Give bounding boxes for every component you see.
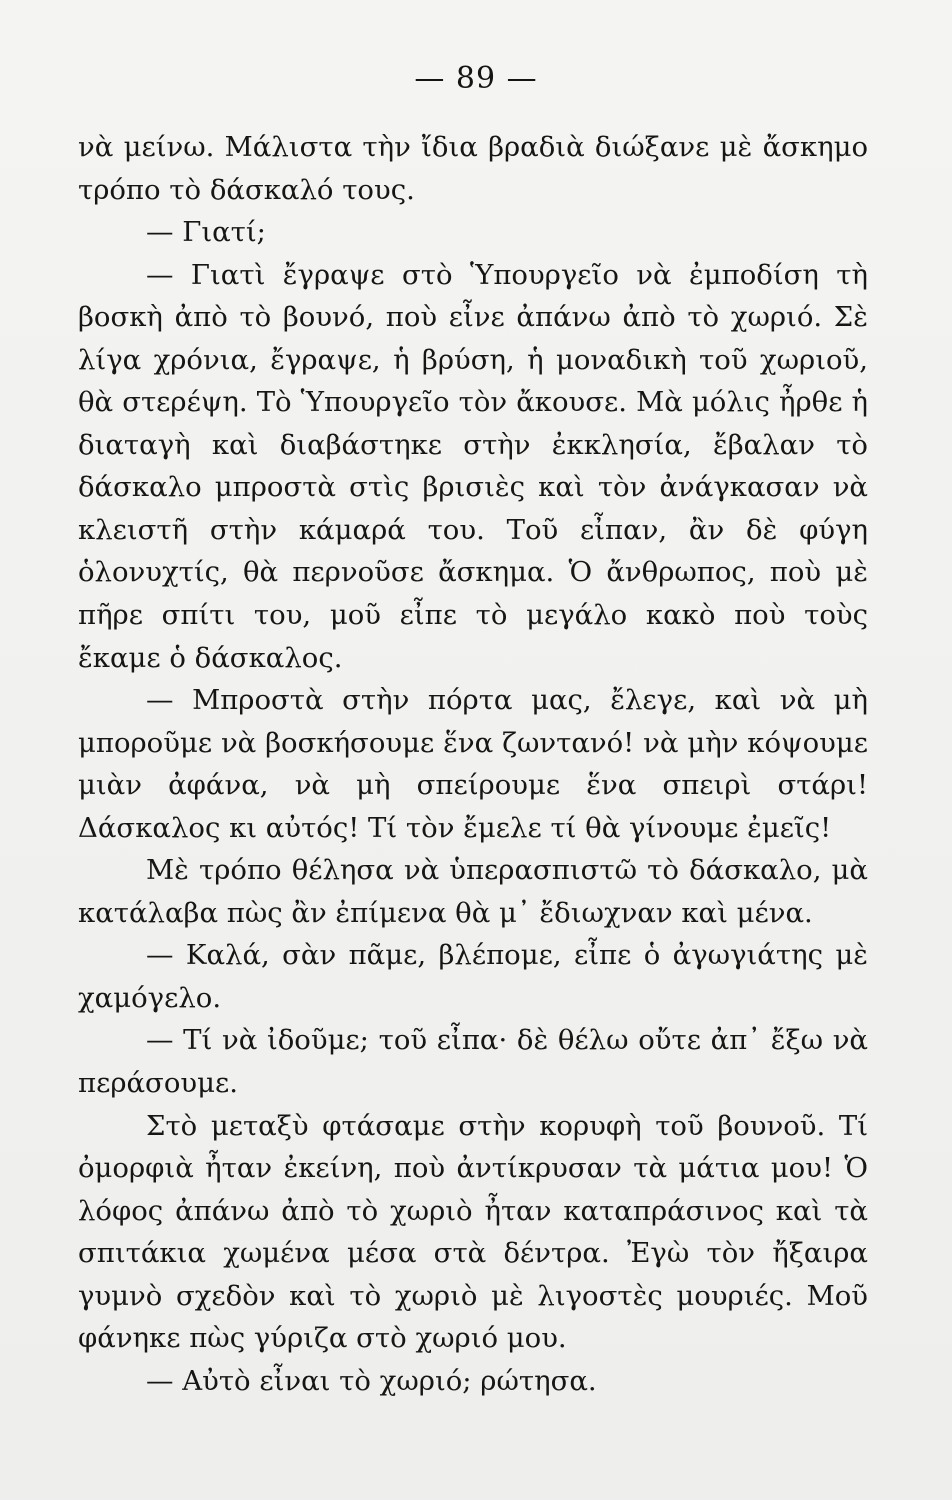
paragraph-continuation: νὰ μείνω. Μάλιστα τὴν ἴδια βραδιὰ διώξανε μὲ ἄσκημο τρόπο τὸ δάσκαλό τους. <box>78 131 868 206</box>
paragraph-dialogue: — Καλά, σὰν πᾶμε, βλέπομε, εἶπε ὁ ἀγωγιάτης μὲ χαμόγελο. <box>78 939 868 1014</box>
body-text <box>78 126 868 1402</box>
paragraph-dialogue: — Γιατὶ ἔγραψε στὸ Ὑπουργεῖο νὰ ἐμποδίση τὴ βοσκὴ ἀπὸ τὸ βουνό, ποὺ εἶνε ἀπάνω ἀπὸ τὸ χωριό. Σὲ λίγα χρόνια, ἔγραψε, ἡ βρύση, ἡ μοναδικὴ τοῦ χωριοῦ, θὰ στερέψη. Τὸ Ὑπουργεῖο τὸν ἄκουσε. Μὰ μόλις ἦρθε ἡ διαταγὴ καὶ διαβάστηκε στὴν ἐκκλησία, ἔβαλαν τὸ δάσκαλο μπροστὰ στὶς βρισιὲς καὶ τὸν ἀνάγκασαν νὰ κλειστῆ στὴν κάμαρά του. Τοῦ εἶπαν, ἂν δὲ φύγη ὁλονυχτίς, θὰ περνοῦσε ἄσκημα. Ὁ ἄνθρωπος, ποὺ μὲ πῆρε σπίτι του, μοῦ εἶπε τὸ μεγάλο κακὸ ποὺ τοὺς ἔκαμε ὁ δάσκαλος. <box>78 258 868 674</box>
paragraph-dialogue: — Μπροστὰ στὴν πόρτα μας, ἔλεγε, καὶ νὰ μὴ μποροῦμε νὰ βοσκήσουμε ἕνα ζωντανό! νὰ μὴν κόψουμε μιὰν ἀφάνα, νὰ μὴ σπείρουμε ἕνα σπειρὶ στάρι! Δάσκαλος κι αὐτός! Τί τὸν ἔμελε τί θὰ γίνουμε ἐμεῖς! <box>78 684 868 844</box>
paragraph-dialogue: — Αὐτὸ εἶναι τὸ χωριό; ρώτησα. <box>146 1364 597 1397</box>
page-number: — 89 — <box>414 61 538 96</box>
paragraph-dialogue: — Γιατί; <box>146 216 266 249</box>
paragraph-dialogue: — Τί νὰ ἰδοῦμε; τοῦ εἶπα· δὲ θέλω οὔτε ἀπ᾽ ἔξω νὰ περάσουμε. <box>78 1024 868 1100</box>
paragraph: Μὲ τρόπο θέλησα νὰ ὑπερασπιστῶ τὸ δάσκαλο, μὰ κατάλαβα πὼς ἂν ἐπίμενα θὰ μ᾽ ἔδιωχναν καὶ μένα. <box>78 854 868 929</box>
paragraph: Στὸ μεταξὺ φτάσαμε στὴν κορυφὴ τοῦ βουνοῦ. Τί ὀμορφιὰ ἦταν ἐκείνη, ποὺ ἀντίκρυσαν τὰ μάτια μου! Ὁ λόφος ἀπάνω ἀπὸ τὸ χωριὸ ἦταν καταπράσινος καὶ τὰ σπιτάκια χωμένα μέσα στὰ δέντρα. Ἐγὼ τὸν ἤξαιρα γυμνὸ σχεδὸν καὶ τὸ χωριὸ μὲ λιγοστὲς μουριές. Μοῦ φάνηκε πὼς γύριζα στὸ χωριό μου. <box>78 1109 868 1355</box>
